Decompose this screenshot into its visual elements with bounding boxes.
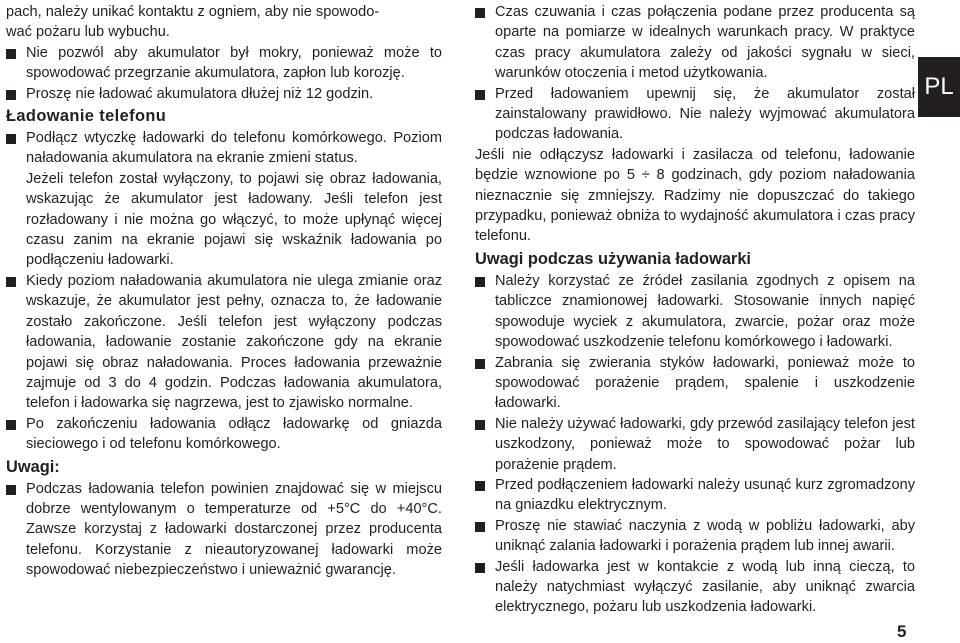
right-bullet-1: Czas czuwania i czas połączenia podane przez producenta są oparte na pomiarze w idealnych warunkach pracy. W praktyce czas pracy akumulatora zależy od jakości sygnału w sieci, warunków otoczenia i metod użytkowania. [475,2,915,84]
charging-paragraph: Jeżeli telefon został wyłączony, to pojawi się obraz ładowania, wskazując że akumulator jest ładowany. Jeśli telefon jest rozładowany i nie można go włączyć, to może upłynąć więcej czasu zanim na ekranie pojawi się wskaźnik ładowania po podłączeniu ładowarki. [26,170,442,269]
notes-heading: Uwagi: [6,457,60,476]
bullet-square-icon [475,481,485,491]
intro-line-1: pach, należy unikać kontaktu z ogniem, aby nie spowodo- [6,4,380,20]
bullet-square-icon [6,485,16,495]
bullet-square-icon [475,8,485,18]
charger-heading: Uwagi podczas używania ładowarki [475,249,751,268]
charger-bullet-6: Jeśli ładowarka jest w kontakcie z wodą lub inną cieczą, to należy natychmiast wyłączyć zasilanie, aby uniknąć zwarcia elektrycznego, pożaru lub uszkodzenia ładowarki. [475,557,915,618]
bullet-square-icon [475,90,485,100]
charging-heading: Ładowanie telefonu [6,107,167,126]
bullet-square-icon [475,522,485,532]
charger-bullet-1: Należy korzystać ze źródeł zasilania zgodnych z opisem na tabliczce znamionowej ładowarki. Stosowanie innych napięć spowoduje wyciek z akumulatora, zwarcie, pożar oraz może spowodować uszkodzenie telefonu komórkowego i ładowarki. [475,271,915,353]
bullet-square-icon [475,359,485,369]
notes-bullet-1: Podczas ładowania telefon powinien znajdować się w miejscu dobrze wentylowanym o temperaturze od +5°C do +40°C. Zawsze korzystaj z ładowarki dostarczonej przez producenta telefonu. Korzystanie z nieautoryzowanej ładowarki może spowodować niebezpieczeństwo i unieważnić gwarancję. [6,479,442,581]
bullet-square-icon [475,277,485,287]
bullet-square-icon [475,563,485,573]
right-paragraph: Jeśli nie odłączysz ładowarki i zasilacza od telefonu, ładowanie będzie wznowione po 5 ÷ 8 godzinach, gdy poziom naładowania nieznacznie się zmniejszy. Radzimy nie dopuszczać do takiego przypadku, ponieważ obniża to wydajność akumulatora i czas pracy telefonu. [475,146,915,245]
right-column [475,2,915,618]
charger-bullet-4: Przed podłączeniem ładowarki należy usunąć kurz zgromadzony na gniazdku elektrycznym. [475,475,915,516]
left-column [6,2,442,581]
bullet-square-icon [6,134,16,144]
charger-bullet-2: Zabrania się zwierania styków ładowarki, ponieważ może to spowodować porażenie prądem, spalenie i uszkodzenie ładowarki. [475,353,915,414]
charging-bullet-3: Po zakończeniu ładowania odłącz ładowarkę od gniazda sieciowego i od telefonu komórkowego. [6,414,442,455]
charging-bullet-1: Podłącz wtyczkę ładowarki do telefonu komórkowego. Poziom naładowania akumulatora na ekranie zmieni status. [6,128,442,169]
bullet-square-icon [6,277,16,287]
intro-bullet-2: Proszę nie ładować akumulatora dłużej niż 12 godzin. [6,84,442,104]
right-bullet-2: Przed ładowaniem upewnij się, że akumulator został zainstalowany prawidłowo. Nie należy wyjmować akumulatora podczas ładowania. [475,84,915,145]
intro-bullet-1: Nie pozwól aby akumulator był mokry, ponieważ może to spowodować przegrzanie akumulatora, zapłon lub korozję. [6,43,442,84]
bullet-square-icon [475,420,485,430]
charger-bullet-5: Proszę nie stawiać naczynia z wodą w pobliżu ładowarki, aby uniknąć zalania ładowarki i porażenia prądem lub innej awarii. [475,516,915,557]
language-tab: PL [918,57,960,117]
intro-line-2: wać pożaru lub wybuchu. [6,24,170,41]
bullet-square-icon [6,49,16,59]
bullet-square-icon [6,420,16,430]
charging-bullet-2: Kiedy poziom naładowania akumulatora nie ulega zmianie oraz wskazuje, że akumulator jest pełny, oznacza to, że ładowanie zostało zakończone. Jeśli telefon jest wyłączony podczas ładowania, ładowanie zostanie zakończone gdy na ekranie pojawi się obraz naładowania. Proces ładowania przeważnie zajmuje od 3 do 4 godzin. Podczas ładowania akumulatora, telefon i ładowarka się nagrzewa, jest to zjawisko normalne. [6,271,442,414]
charger-bullet-3: Nie należy używać ładowarki, gdy przewód zasilający telefon jest uszkodzony, ponieważ może to spowodować pożar lub porażenie prądem. [475,414,915,475]
page-number: 5 [897,622,907,641]
bullet-square-icon [6,90,16,100]
